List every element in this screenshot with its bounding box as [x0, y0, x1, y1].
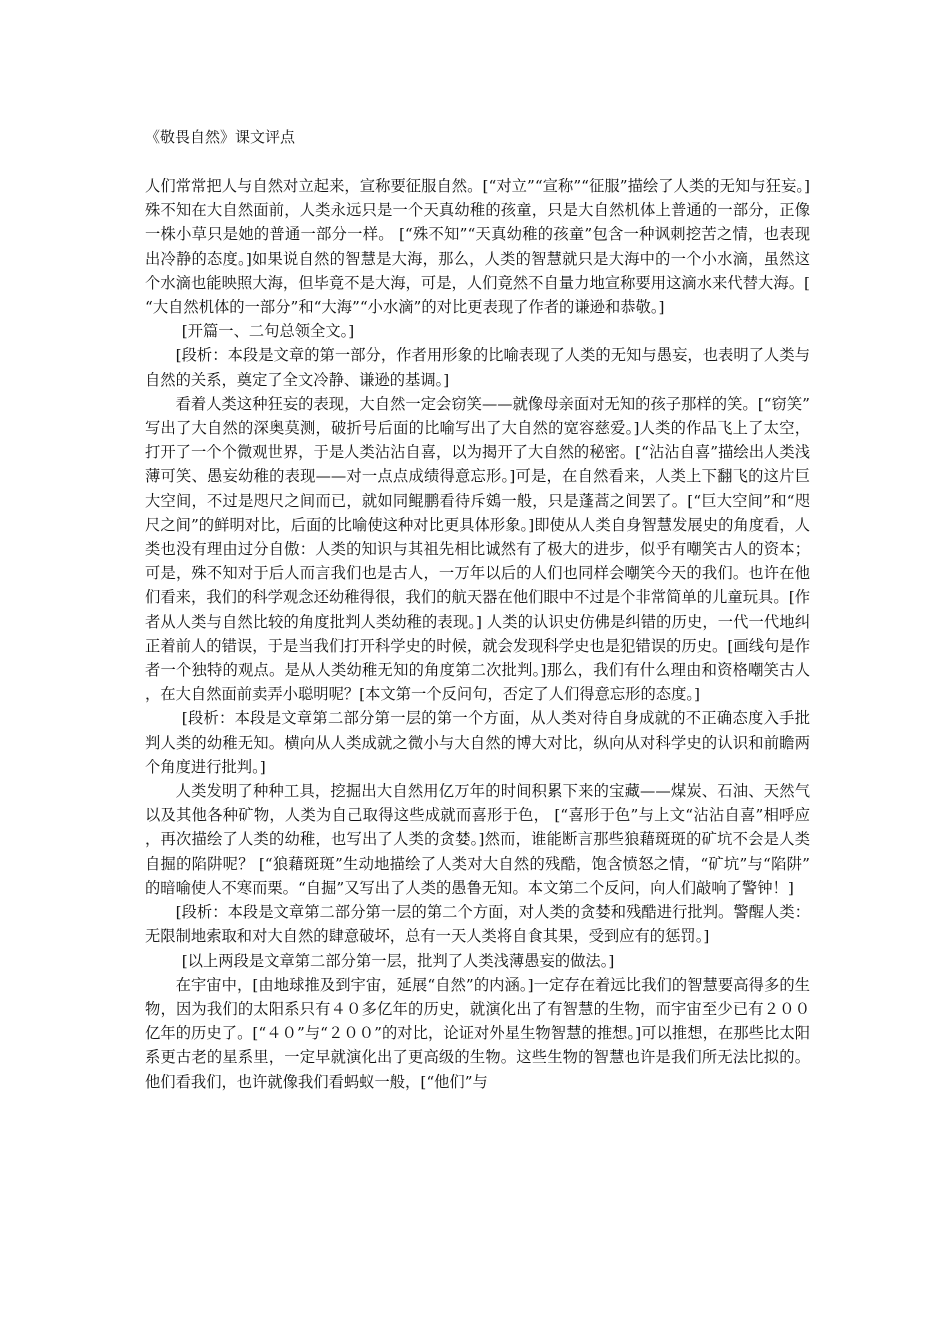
comment-section-summary: [以上两段是文章第二部分第一层，批判了人类浅薄愚妄的做法。]	[181, 951, 615, 970]
paragraph-3: 人类发明了种种工具，挖掘出大自然用亿万年的时间积累下来的宝藏——煤炭、石油、天然气以及其他各种矿物，人类为自己取得这些成就而喜形于色， [“喜形于色”与上文“沾沾自喜”相呼应，再次描绘了人类的幼稚，也写出了人类的贪婪。]然而，谁能断言那些狼藉斑斑的矿坑不会是人类自掘的陷阱呢？ [“狼藉斑斑”生动地描绘了人类对大自然的残酷，饱含愤怒之情，“矿坑”与“陷阱”的暗喻使人不寒而栗。“自掘”又写出了人类的愚鲁无知。本文第二个反问，向人们敲响了警钟！]	[145, 782, 810, 897]
paragraph-4: 在宇宙中，[由地球推及到宇宙，延展“自然”的内涵。]一定存在着远比我们的智慧要高得多的生物，因为我们的太阳系只有４０多亿年的历史，就演化出了有智慧的生物，而宇宙至少已有２００亿年的历史了。[“４０”与“２００”的对比，论证对外星生物智慧的推想。]可以推想，在那些比太阳系更古老的星系里，一定早就演化出了更高级的生物。这些生物的智慧也许是我们所无法比拟的。他们看我们，也许就像我们看蚂蚁一般，[“他们”与	[145, 975, 810, 1091]
document-page	[145, 126, 810, 1094]
document-title: 《敬畏自然》课文评点	[145, 128, 296, 146]
analysis-part-two-second-aspect: [段析：本段是文章第二部分第一层的第二个方面，对人类的贪婪和残酷进行批判。警醒人类：无限制地索取和对大自然的肆意破坏，总有一天人类将自食其果，受到应有的惩罚。]	[145, 903, 810, 946]
comment-intro-summary: [开篇一、二句总领全文。]	[181, 322, 355, 341]
paragraph-1: 人们常常把人与自然对立起来，宣称要征服自然。[“对立”“宣称”“征服”描绘了人类的无知与狂妄。]殊不知在大自然面前，人类永远只是一个天真幼稚的孩童，只是大自然机体上普通的一部分，正像一株小草只是她的普通一部分一样。 [“殊不知”“天真幼稚的孩童”包含一种讽刺挖苦之情，也表现出冷静的态度。]如果说自然的智慧是大海，那么，人类的智慧就只是大海中的一个小水滴，虽然这个水滴也能映照大海，但毕竟不是大海，可是，人们竟然不自量力地宣称要用这滴水来代替大海。[“大自然机体的一部分”和“大海”“小水滴”的对比更表现了作者的谦逊和恭敬。]	[145, 177, 810, 317]
analysis-part-two-first-aspect: [段析：本段是文章第二部分第一层的第一个方面，从人类对待自身成就的不正确态度入手批判人类的幼稚无知。横向从人类成就之微小与大自然的博大对比，纵向从对科学史的认识和前瞻两个角度进行批判。]	[145, 709, 810, 776]
paragraph-2: 看着人类这种狂妄的表现，大自然一定会窃笑——就像母亲面对无知的孩子那样的笑。[“窃笑”写出了大自然的深奥莫测，破折号后面的比喻写出了大自然的宽容慈爱。]人类的作品飞上了太空，打开了一个个微观世界，于是人类沾沾自喜，以为揭开了大自然的秘密。[“沾沾自喜”描绘出人类浅薄可笑、愚妄幼稚的表现——对一点点成绩得意忘形。]可是，在自然看来，人类上下翻飞的这片巨大空间，不过是咫尺之间而已，就如同鲲鹏看待斥鴳一般，只是蓬蒿之间罢了。[“巨大空间”和“咫尺之间”的鲜明对比，后面的比喻使这种对比更具体形象。]即使从人类自身智慧发展史的角度看，人类也没有理由过分自傲：人类的知识与其祖先相比诚然有了极大的进步，似乎有嘲笑古人的资本；可是，殊不知对于后人而言我们也是古人，一万年以后的人们也同样会嘲笑今天的我们。也许在他们看来，我们的科学观念还幼稚得很，我们的航天器在他们眼中不过是个非常简单的儿童玩具。[作者从人类与自然比较的角度批判人类幼稚的表现。] 人类的认识史仿佛是纠错的历史，一代一代地纠正着前人的错误，于是当我们打开科学史的时候，就会发现科学史也是犯错误的历史。[画线句是作者一个独特的观点。是从人类幼稚无知的角度第二次批判。]那么，我们有什么理由和资格嘲笑古人，在大自然面前卖弄小聪明呢？[本文第一个反问句，否定了人们得意忘形的态度。]	[145, 394, 810, 704]
analysis-part-one: [段析：本段是文章的第一部分，作者用形象的比喻表现了人类的无知与愚妄，也表明了人类与自然的关系，奠定了全文冷静、谦逊的基调。]	[145, 346, 810, 389]
